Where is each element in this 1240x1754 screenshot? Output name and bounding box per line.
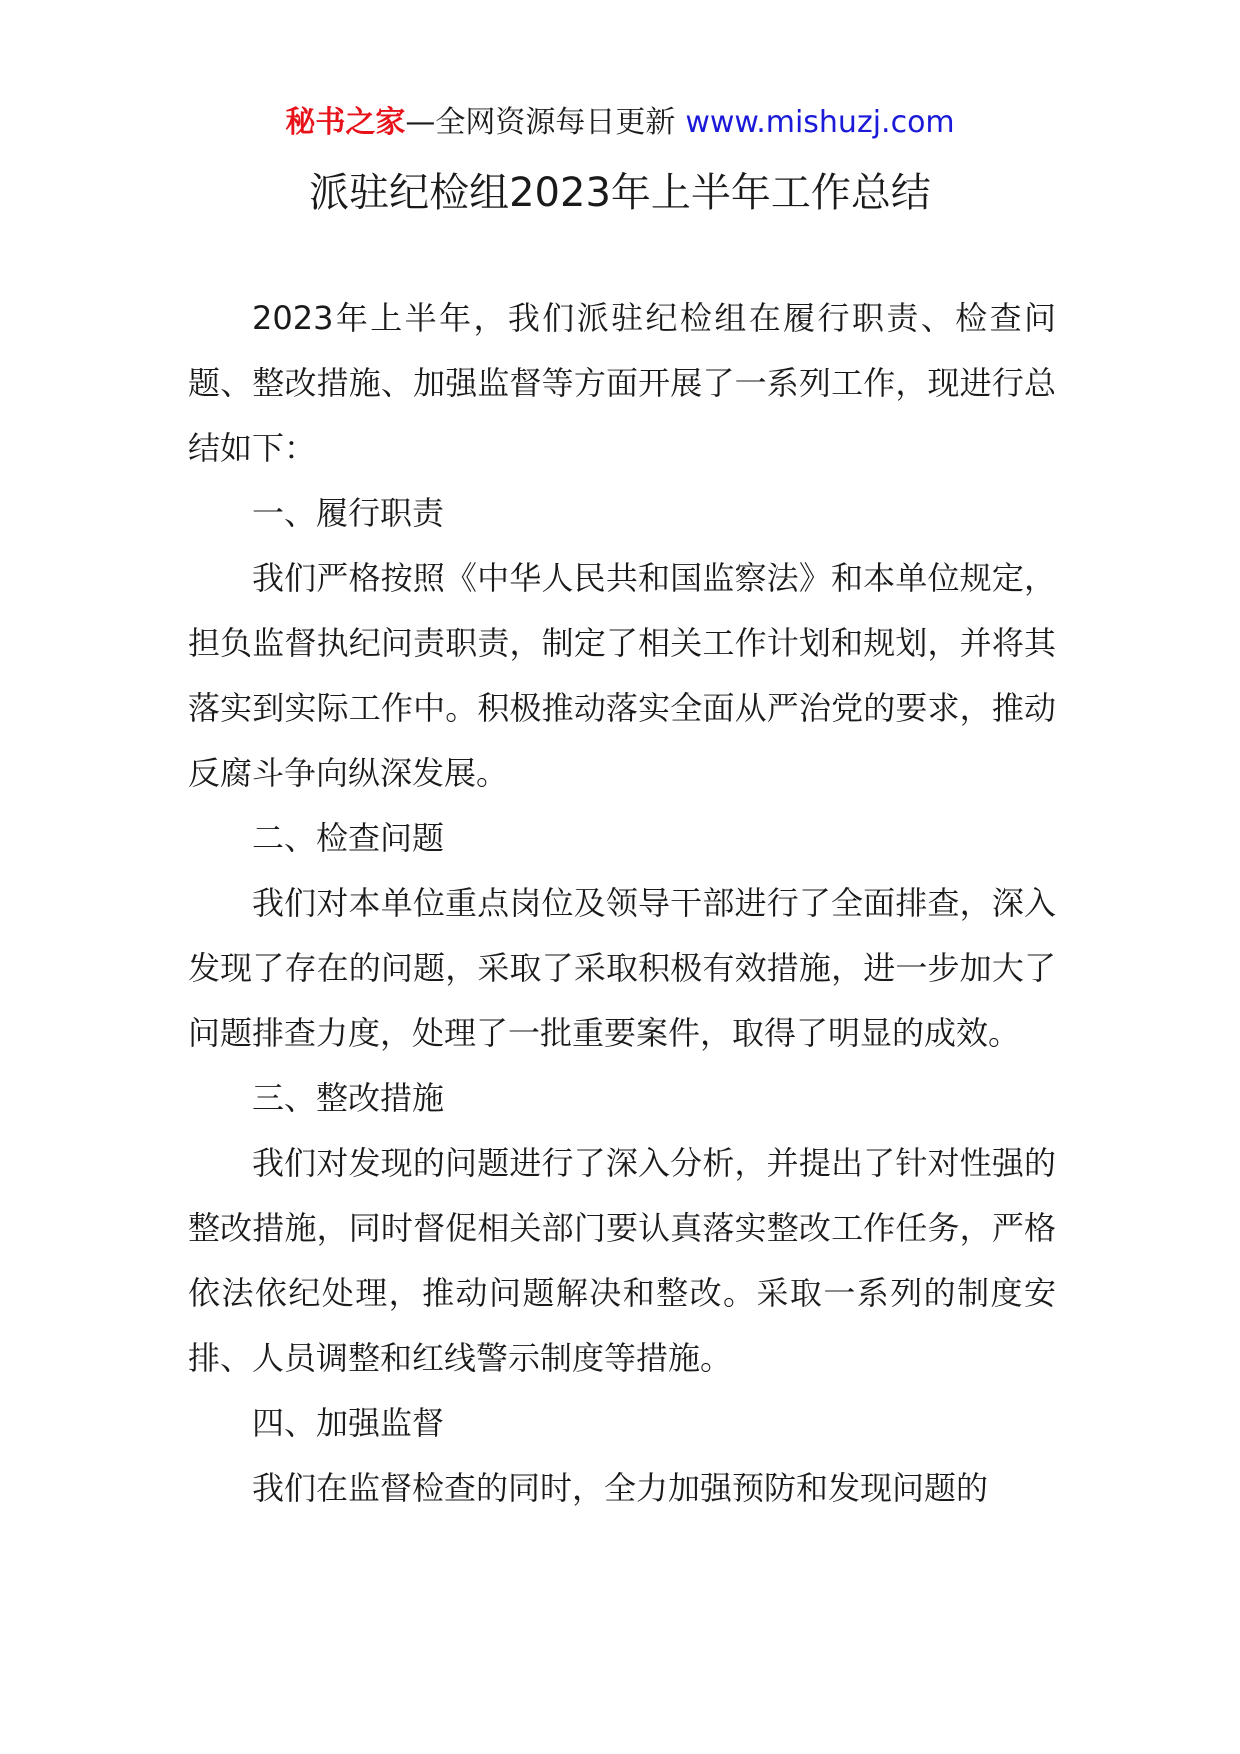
section-heading-4: 四、加强监督 bbox=[252, 1404, 445, 1442]
section-heading-3: 三、整改措施 bbox=[252, 1079, 445, 1117]
site-header bbox=[0, 100, 1240, 146]
site-url-link[interactable]: www.mishuzj.com bbox=[685, 105, 955, 140]
section-heading-2: 二、检查问题 bbox=[252, 819, 445, 857]
section-paragraph-1: 我们严格按照《中华人民共和国监察法》和本单位规定，担负监督执纪问责职责，制定了相关工作计划和规划，并将其落实到实际工作中。积极推动落实全面从严治党的要求，推动反腐斗争向纵深发展。 bbox=[188, 559, 1056, 792]
intro-paragraph: 2023年上半年，我们派驻纪检组在履行职责、检查问题、整改措施、加强监督等方面开展了一系列工作，现进行总结如下： bbox=[188, 299, 1056, 467]
brand-name: 秘书之家 bbox=[285, 105, 406, 140]
document-title: 派驻纪检组2023年上半年工作总结 bbox=[309, 170, 931, 216]
header-slogan: —全网资源每日更新 bbox=[405, 105, 676, 140]
section-paragraph-4: 我们在监督检查的同时，全力加强预防和发现问题的 bbox=[252, 1469, 989, 1507]
section-paragraph-3: 我们对发现的问题进行了深入分析，并提出了针对性强的整改措施，同时督促相关部门要认真落实整改工作任务，严格依法依纪处理，推动问题解决和整改。采取一系列的制度安排、人员调整和红线警示制度等措施。 bbox=[188, 1144, 1056, 1377]
section-paragraph-2: 我们对本单位重点岗位及领导干部进行了全面排查，深入发现了存在的问题，采取了采取积极有效措施，进一步加大了问题排查力度，处理了一批重要案件，取得了明显的成效。 bbox=[188, 884, 1056, 1052]
section-heading-1: 一、履行职责 bbox=[252, 494, 445, 532]
document-body bbox=[188, 286, 1056, 1521]
